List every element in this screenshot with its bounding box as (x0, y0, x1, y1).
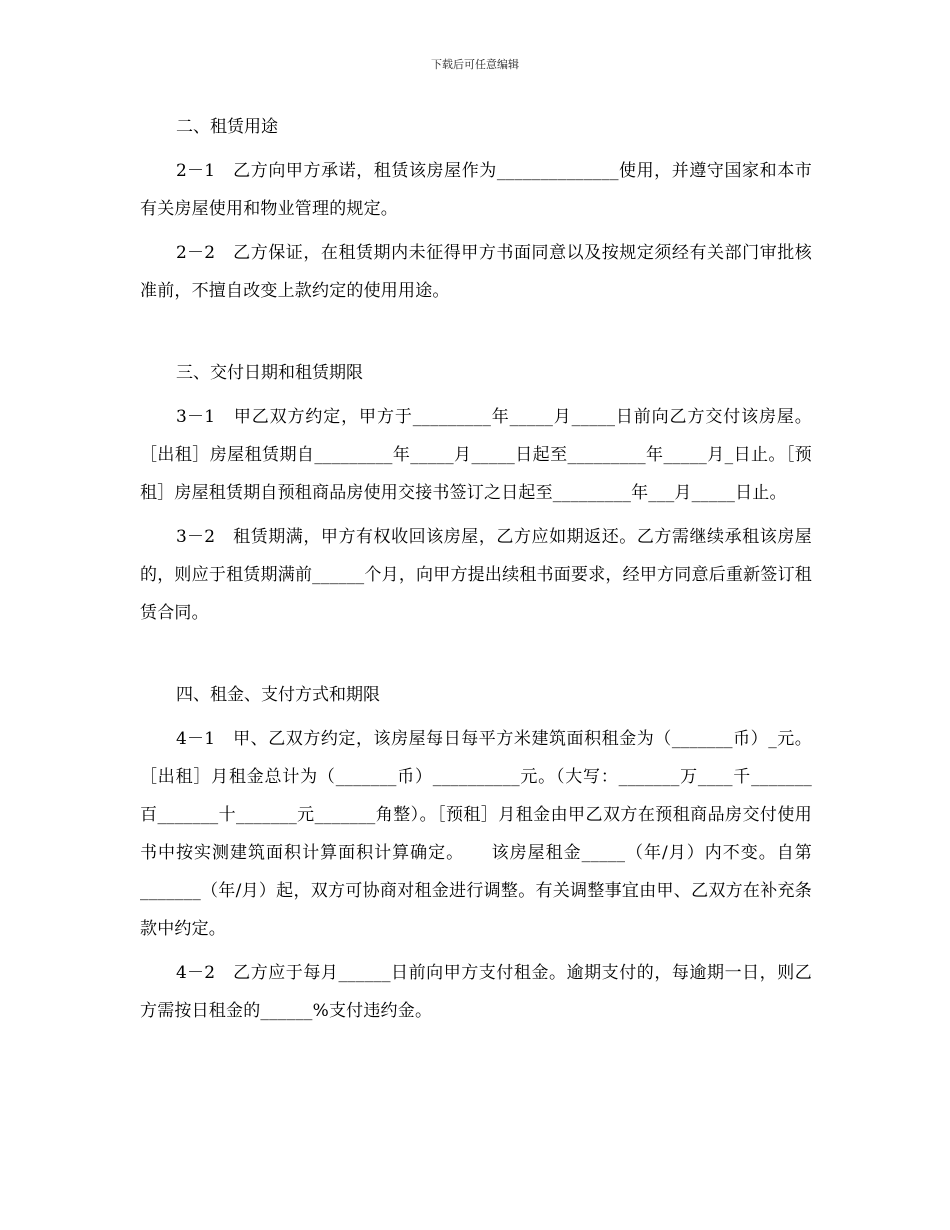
clause-2-1: 2－1 乙方向甲方承诺，租赁该房屋作为______________使用，并遵守国家和本市有关房屋使用和物业管理的规定。 (140, 161, 812, 219)
section-delivery-term (140, 354, 812, 632)
section-spacer (140, 316, 812, 354)
clause-4-1: 4－1 甲、乙双方约定，该房屋每日每平方米建筑面积租金为（_______币）_元。［出租］月租金总计为（_______币）__________元。（大写：_______万____千_______百_______十_______元_______角整）。［预租］月租金由甲乙双方在预租商品房交付使用书中按实测建筑面积计算面积计算确定。 该房屋租金_____（年/月）内不变。自第_______（年/月）起，双方可协商对租金进行调整。有关调整事宜由甲、乙双方在补充条款中约定。 (140, 729, 812, 939)
section-rent-payment (140, 676, 812, 1030)
section-heading: 三、交付日期和租赁期限 (176, 363, 363, 383)
document-body (140, 108, 812, 1036)
section-heading: 四、租金、支付方式和期限 (176, 685, 380, 705)
page-header: 下载后可任意编辑 (431, 58, 519, 71)
section-rental-purpose (140, 108, 812, 310)
section-spacer (140, 638, 812, 676)
section-heading: 二、租赁用途 (176, 117, 278, 137)
clause-4-2: 4－2 乙方应于每月______日前向甲方支付租金。逾期支付的，每逾期一日，则乙方需按日租金的______%支付违约金。 (140, 963, 812, 1021)
clause-3-2: 3－2 租赁期满，甲方有权收回该房屋，乙方应如期返还。乙方需继续承租该房屋的，则应于租赁期满前______个月，向甲方提出续租书面要求，经甲方同意后重新签订租赁合同。 (140, 527, 812, 623)
clause-3-1: 3－1 甲乙双方约定，甲方于_________年_____月_____日前向乙方交付该房屋。［出租］房屋租赁期自_________年_____月_____日起至_________年_____月_日止。［预租］房屋租赁期自预租商品房使用交接书签订之日起至_________年___月_____日止。 (140, 407, 812, 503)
clause-2-2: 2－2 乙方保证，在租赁期内未征得甲方书面同意以及按规定须经有关部门审批核准前，不擅自改变上款约定的使用用途。 (140, 243, 812, 301)
